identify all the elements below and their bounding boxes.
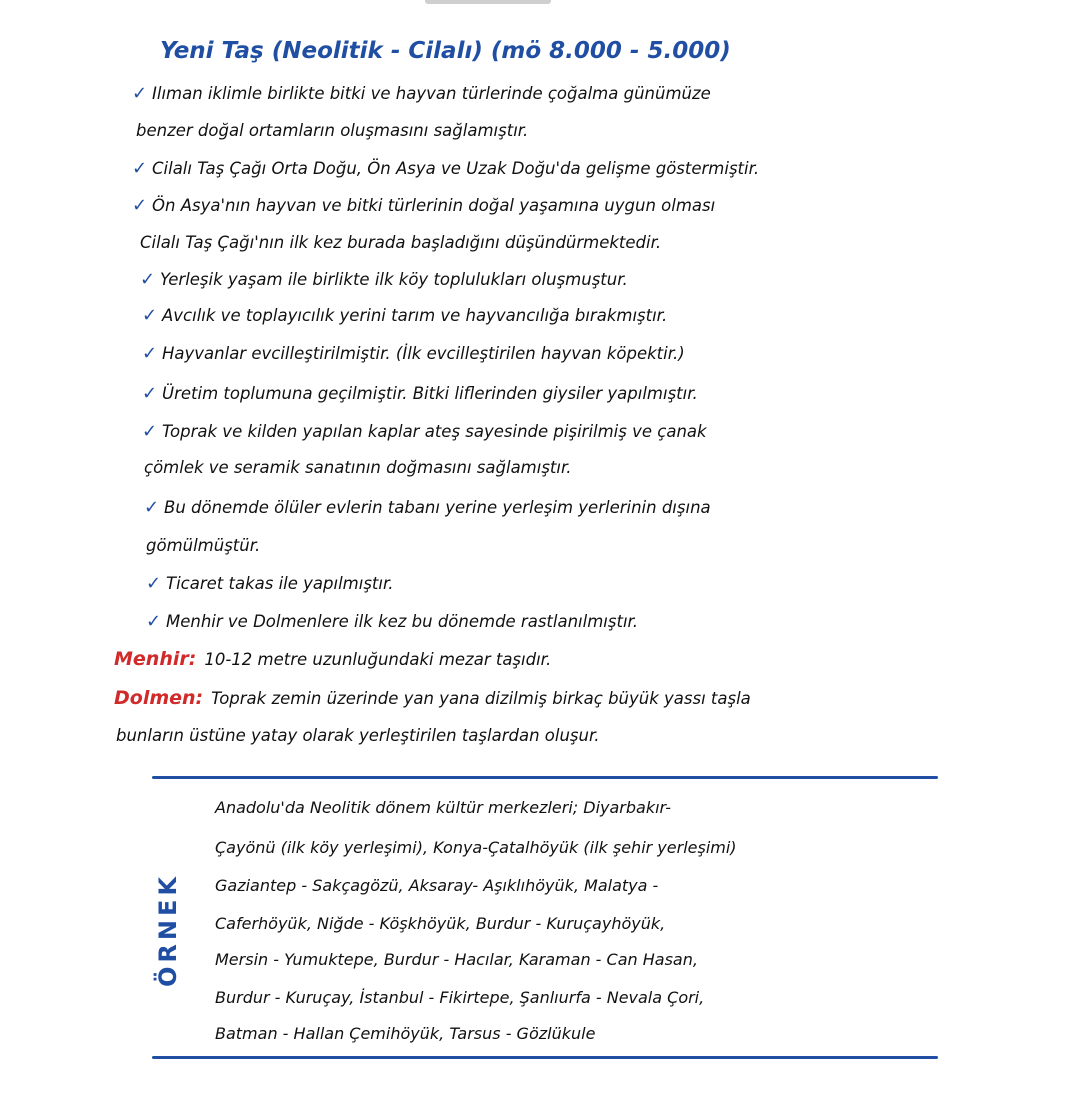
check-icon: ✓ xyxy=(142,305,158,326)
example-line: Çayönü (ilk köy yerleşimi), Konya-Çatalhöyük (ilk şehir yerleşimi) xyxy=(215,838,737,857)
example-line: Anadolu'da Neolitik dönem kültür merkezleri; Diyarbakır- xyxy=(215,798,672,817)
definition-term: Menhir: xyxy=(114,648,197,670)
check-icon: ✓ xyxy=(132,195,148,216)
check-icon: ✓ xyxy=(146,611,162,632)
check-icon: ✓ xyxy=(140,269,156,290)
bullet-line: ✓ Ön Asya'nın hayvan ve bitki türlerinin doğal yaşamına uygun olması xyxy=(132,195,716,216)
example-line: Burdur - Kuruçay, İstanbul - Fikirtepe, Şanlıurfa - Nevala Çori, xyxy=(215,988,705,1007)
check-icon: ✓ xyxy=(132,83,148,104)
page-title: Yeni Taş (Neolitik - Cilalı) (mö 8.000 - 5.000) xyxy=(160,38,731,64)
bullet-line: ✓ Cilalı Taş Çağı Orta Doğu, Ön Asya ve Uzak Doğu'da gelişme göstermiştir. xyxy=(132,158,760,179)
bullet-line: ✓ Hayvanlar evcilleştirilmiştir. (İlk evcilleştirilen hayvan köpektir.) xyxy=(142,343,685,364)
divider-top xyxy=(152,776,938,779)
continuation-line: Cilalı Taş Çağı'nın ilk kez burada başladığını düşündürmektedir. xyxy=(140,233,662,252)
continuation-line: benzer doğal ortamların oluşmasını sağlamıştır. xyxy=(136,121,529,140)
divider-bottom xyxy=(152,1056,938,1059)
check-icon: ✓ xyxy=(142,421,158,442)
bullet-line: ✓ Menhir ve Dolmenlere ilk kez bu dönemde rastlanılmıştır. xyxy=(146,611,639,632)
bullet-line: ✓ Avcılık ve toplayıcılık yerini tarım ve hayvancılığa bırakmıştır. xyxy=(142,305,668,326)
example-label: ÖRNEK xyxy=(154,873,182,987)
example-line: Mersin - Yumuktepe, Burdur - Hacılar, Karaman - Can Hasan, xyxy=(215,950,698,969)
bullet-line: ✓ Bu dönemde ölüler evlerin tabanı yerine yerleşim yerlerinin dışına xyxy=(144,497,711,518)
continuation-line: bunların üstüne yatay olarak yerleştirilen taşlardan oluşur. xyxy=(116,726,600,745)
definition-menhir: Menhir: 10-12 metre uzunluğundaki mezar taşıdır. xyxy=(114,648,552,670)
check-icon: ✓ xyxy=(142,343,158,364)
continuation-line: çömlek ve seramik sanatının doğmasını sağlamıştır. xyxy=(144,458,572,477)
bullet-line: ✓ Toprak ve kilden yapılan kaplar ateş sayesinde pişirilmiş ve çanak xyxy=(142,421,707,442)
continuation-line: gömülmüştür. xyxy=(146,536,261,555)
example-line: Caferhöyük, Niğde - Köşkhöyük, Burdur - Kuruçayhöyük, xyxy=(215,914,666,933)
top-handle xyxy=(425,0,551,4)
definition-term: Dolmen: xyxy=(114,687,204,709)
example-line: Batman - Hallan Çemihöyük, Tarsus - Gözlükule xyxy=(215,1024,596,1043)
check-icon: ✓ xyxy=(146,573,162,594)
check-icon: ✓ xyxy=(144,497,160,518)
definition-dolmen: Dolmen: Toprak zemin üzerinde yan yana dizilmiş birkaç büyük yassı taşla xyxy=(114,687,751,709)
check-icon: ✓ xyxy=(142,383,158,404)
bullet-line: ✓ Ticaret takas ile yapılmıştır. xyxy=(146,573,394,594)
bullet-line: ✓ Ilıman iklimle birlikte bitki ve hayvan türlerinde çoğalma günümüze xyxy=(132,83,711,104)
example-line: Gaziantep - Sakçagözü, Aksaray- Aşıklıhöyük, Malatya - xyxy=(215,876,659,895)
check-icon: ✓ xyxy=(132,158,148,179)
bullet-line: ✓ Üretim toplumuna geçilmiştir. Bitki liflerinden giysiler yapılmıştır. xyxy=(142,383,698,404)
bullet-line: ✓ Yerleşik yaşam ile birlikte ilk köy toplulukları oluşmuştur. xyxy=(140,269,628,290)
